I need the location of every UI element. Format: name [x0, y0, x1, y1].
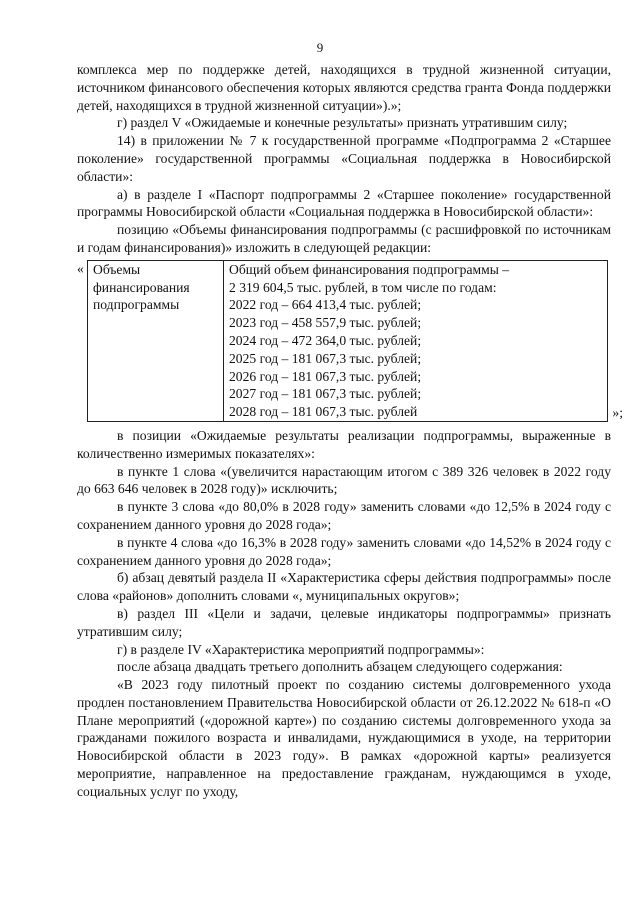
financing-value-line: 2022 год – 664 413,4 тыс. рублей;: [229, 297, 422, 313]
paragraph: после абзаца двадцать третьего дополнить абзацем следующего содержания:: [117, 659, 563, 675]
paragraph: в пункте 3 слова «до 80,0% в 2028 году» заменить словами «до 12,5% в 2024 году с сохранением данного уровня до 2028 года»;: [77, 499, 611, 532]
financing-label-line: финансирования: [93, 279, 190, 295]
financing-table: [87, 260, 608, 422]
text-section-before-table: [77, 61, 611, 257]
financing-value-line: 2027 год – 181 067,3 тыс. рублей;: [229, 386, 422, 402]
paragraph: позицию «Объемы финансирования подпрограммы (с расшифровкой по источникам и годам финансирования)» изложить в следующей редакции:: [77, 222, 611, 255]
paragraph: в позиции «Ожидаемые результаты реализации подпрограммы, выраженные в количественно измеримых показателях»:: [77, 427, 611, 461]
financing-value-line: 2023 год – 458 557,9 тыс. рублей;: [229, 315, 422, 331]
financing-label-line: Объемы: [93, 261, 141, 277]
paragraph: «В 2023 году пилотный проект по созданию системы долговременного ухода продлен постановлением Правительства Новосибирской области от 26.12.2022 № 618-п «О Плане мероприятий («дорожной карте») по созданию системы долговременного ухода за гражданами пожилого возраста и инвалидами, нуждающимися в уходе, на территории Новосибирской области в 2023 году». В рамках «дорожной карты» реализуется мероприятие, направленное на предоставление гражданам, нуждающимся в уходе, социальных услуг по уходу,: [77, 677, 611, 799]
paragraph: в пункте 4 слова «до 16,3% в 2028 году» заменить словами «до 14,52% в 2024 году с сохранением данного уровня до 2028 года»;: [77, 534, 611, 568]
financing-value-line: 2025 год – 181 067,3 тыс. рублей;: [229, 350, 422, 366]
paragraph: в) раздел III «Цели и задачи, целевые индикаторы подпрограммы» признать утратившим силу;: [77, 605, 611, 639]
financing-value-line: Общий объем финансирования подпрограммы –: [229, 261, 510, 277]
financing-label-line: подпрограммы: [93, 297, 180, 313]
paragraph: комплекса мер по поддержке детей, находящихся в трудной жизненной ситуации, источником финансового обеспечения которых являются средства гранта Фонда поддержки детей, находящихся в трудной жизненной ситуации»).»;: [77, 62, 611, 113]
financing-value-line: 2028 год – 181 067,3 тыс. рублей: [229, 404, 418, 420]
table-row: [88, 260, 608, 421]
financing-table-block: [77, 260, 623, 422]
text-section-after-table: [77, 427, 611, 801]
paragraph: г) в разделе IV «Характеристика мероприятий подпрограммы»:: [117, 641, 485, 657]
paragraph: а) в разделе I «Паспорт подпрограммы 2 «Старшее поколение» государственной программы Новосибирской области «Социальная поддержка в Новосибирской области»:: [77, 186, 611, 220]
financing-value-line: 2024 год – 472 364,0 тыс. рублей;: [229, 332, 422, 348]
document-body: [77, 61, 623, 801]
opening-quote: «: [77, 260, 84, 276]
financing-label-cell: [88, 260, 224, 421]
paragraph: 14) в приложении № 7 к государственной программе «Подпрограмма 2 «Старшее поколение» государственной программы «Социальная поддержка в Новосибирской области»:: [77, 133, 611, 184]
financing-value-line: 2 319 604,5 тыс. рублей, в том числе по годам:: [229, 279, 497, 295]
financing-value-line: 2026 год – 181 067,3 тыс. рублей;: [229, 368, 422, 384]
paragraph: б) абзац девятый раздела II «Характеристика сферы действия подпрограммы» после слова «районов» дополнить словами «, муниципальных округов»;: [77, 570, 611, 604]
financing-values-cell: [224, 260, 608, 421]
page-number: 9: [316, 40, 324, 55]
closing-quote: »;: [612, 405, 623, 421]
paragraph: г) раздел V «Ожидаемые и конечные результаты» признать утратившим силу;: [117, 115, 568, 131]
paragraph: в пункте 1 слова «(увеличится нарастающим итогом с 389 326 человек в 2022 году до 663 646 человек в 2028 году)» исключить;: [77, 463, 611, 497]
